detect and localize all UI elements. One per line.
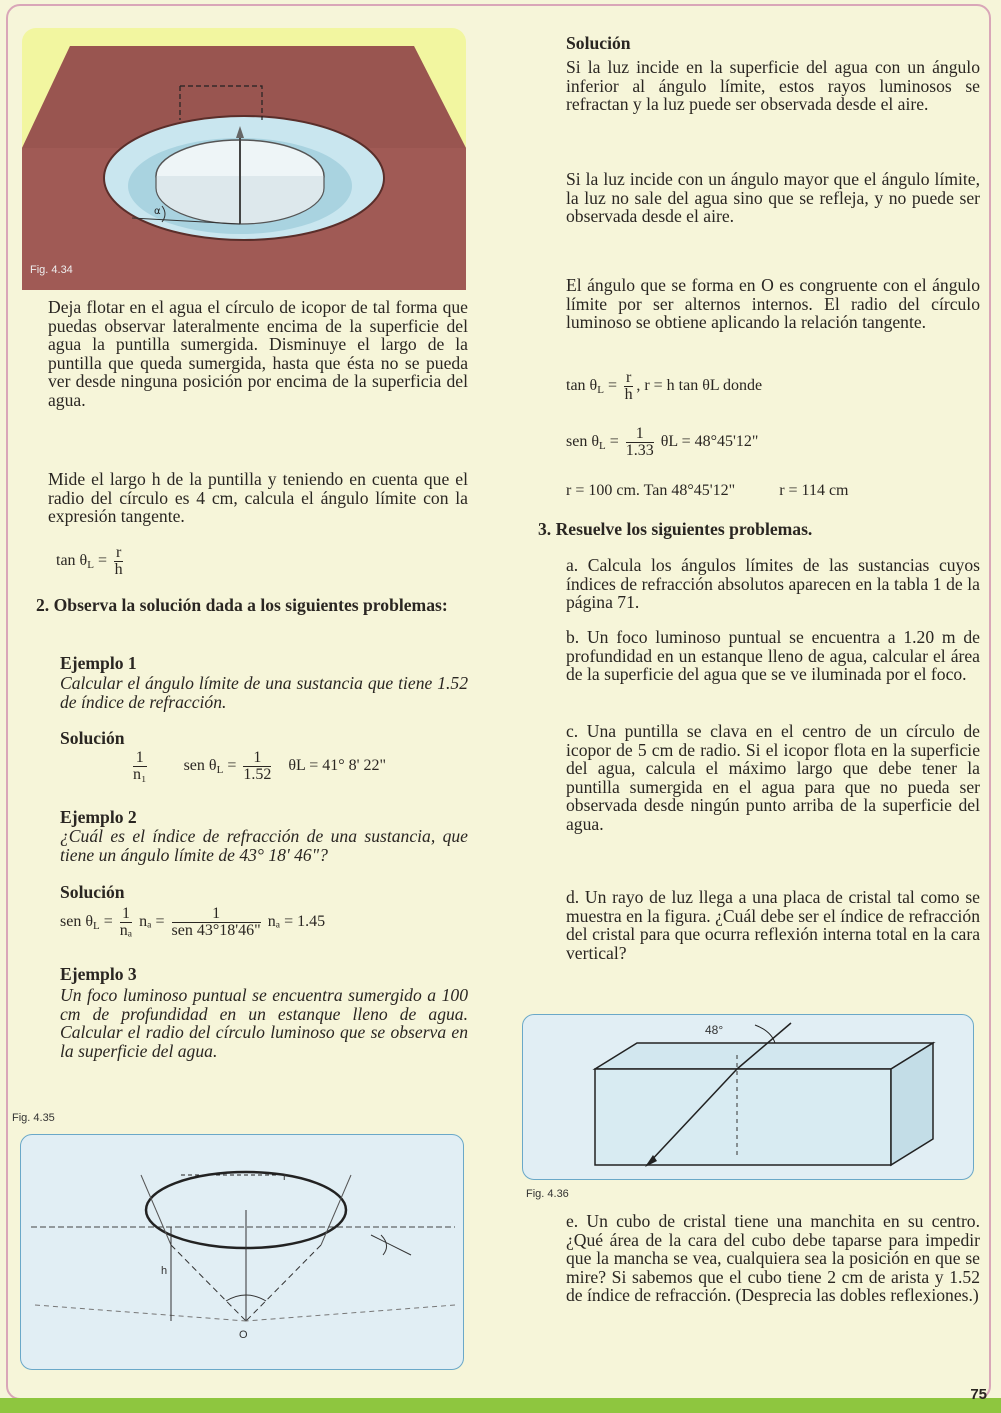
angle-48-label: 48° xyxy=(705,1023,724,1037)
intro-text: Deja flotar en el agua el círculo de icopor de tal forma que puedas observar lateralmente encima de la superficie del agua la puntilla sumergida. Disminuye el largo de la puntilla que queda sumergida, hasta que ésta no se pueda ver desde ninguna posición por encima de la superficia del agua. xyxy=(48,297,468,410)
ejemplo-2-text: ¿Cuál es el índice de refracción de una sustancia, que tiene un ángulo límite de 43° 18' 46"? xyxy=(60,826,468,865)
left-intro-paragraph xyxy=(48,298,468,410)
solucion-3-title: Solución xyxy=(566,33,631,53)
radius-r-label: r xyxy=(283,1171,287,1183)
point-o-label: O xyxy=(239,1329,248,1341)
problem-e: e. Un cubo de cristal tiene una manchita en su centro. ¿Qué área de la cara del cubo debe taparse para impedir que la mancha se vea, cualquiera sea la posición en que se mire? Si sabemos que el cubo tiene 2 cm de arista y 1.52 de índice de refracción. (Desprecia las dobles reflexiones.) xyxy=(566,1211,980,1306)
ejemplo-2-title: Ejemplo 2 xyxy=(60,807,137,827)
fig-4-36-label: Fig. 4.36 xyxy=(526,1188,569,1200)
right-equation-1: $\tan \theta_L$ = $\frac{r}{h}$ , r = h tan θL donde xyxy=(566,369,763,403)
ejemplo-1-equation: $\frac{1}{\text{n₁}}$ sen $\theta_L$ = $\frac{1}{1.52}$ θL = 41° 8' 22" xyxy=(133,749,387,783)
fig-4-34-label: Fig. 4.34 xyxy=(30,264,73,276)
solucion-2-title: Solución xyxy=(60,882,125,902)
figure-4-36 xyxy=(522,1014,974,1180)
figure-4-34 xyxy=(22,28,466,290)
right-paragraph-3: El ángulo que se forma en O es congruente con el ángulo límite por ser alternos internos. El radio del círculo luminoso se obtiene aplicando la relación tangente. xyxy=(566,275,980,333)
problem-a: a. Calcula los ángulos límites de las sustancias cuyos índices de refracción absolutos aparecen en la tabla 1 de la página 71. xyxy=(566,555,980,613)
right-equation-2: sen $\theta_L$ = $\frac{1}{1.33}$ θL = 48°45'12" xyxy=(566,425,759,459)
ejemplo-1-title: Ejemplo 1 xyxy=(60,653,137,673)
depth-h-label: h xyxy=(161,1265,168,1277)
floating-disk-illustration xyxy=(22,28,466,290)
glass-plate-illustration xyxy=(523,1015,974,1180)
right-equation-3: r = 100 cm. Tan 48°45'12" r = 114 cm xyxy=(566,482,849,499)
item-3-heading: 3. Resuelve los siguientes problemas. xyxy=(538,519,813,539)
ejemplo-3-title: Ejemplo 3 xyxy=(60,964,137,984)
problem-b: b. Un foco luminoso puntual se encuentra a 1.20 m de profundidad en un estanque lleno de agua, calcular el área de la superficie del agua que se ve iluminada por el foco. xyxy=(566,627,980,685)
page-number: 75 xyxy=(970,1386,987,1403)
ejemplo-2-equation: sen $\theta_L$ = $\frac{1}{\text{nₐ}}$ nₐ = $\frac{1}{\text{sen 43°18'46"}}$ nₐ = 1.45 xyxy=(60,905,326,939)
figure-4-35 xyxy=(20,1134,464,1370)
bottom-band xyxy=(0,1398,1001,1413)
fig-4-35-label: Fig. 4.35 xyxy=(12,1112,55,1124)
item-2-heading: 2. Observa la solución dada a los siguientes problemas: xyxy=(36,595,448,615)
measure-text: Mide el largo h de la puntilla y teniendo en cuenta que el radio del círculo es 4 cm, calcula el ángulo límite con la expresión tangente. xyxy=(48,469,468,527)
problem-c: c. Una puntilla se clava en el centro de un círculo de icopor de 5 cm de radio. Si el icopor flota en la superficie del agua, calcula el máximo largo que debe tener la puntilla sumergida en el agua para que no pueda ser observada desde ningún punto arriba de la superficie del agua. xyxy=(566,721,980,834)
problem-d: d. Un rayo de luz llega a una placa de cristal tal como se muestra en la figura. ¿Cuál debe ser el índice de refracción del cristal para que ocurra reflexión interna total en la cara vertical? xyxy=(566,887,980,963)
solucion-1-title: Solución xyxy=(60,728,125,748)
tan-equation: $\tan \theta_L$ = $\frac{r}{h}$ xyxy=(56,544,123,578)
right-paragraph-1: Si la luz incide en la superficie del agua con un ángulo inferior al ángulo límite, estos rayos luminosos se refractan y la luz puede ser observada desde el aire. xyxy=(566,57,980,115)
left-measure-paragraph xyxy=(48,470,468,526)
ejemplo-1-text: Calcular el ángulo límite de una sustancia que tiene 1.52 de índice de refracción. xyxy=(60,673,468,712)
svg-text:α: α xyxy=(154,206,161,217)
ejemplo-3-text: Un foco luminoso puntual se encuentra sumergido a 100 cm de profundidad en un estanque lleno de agua. Calcular el radio del círculo luminoso que se observa en la superficie del agua. xyxy=(60,985,468,1061)
right-paragraph-2: Si la luz incide con un ángulo mayor que el ángulo límite, la luz no sale del agua sino que se refleja, y no puede ser observada desde el aire. xyxy=(566,169,980,227)
